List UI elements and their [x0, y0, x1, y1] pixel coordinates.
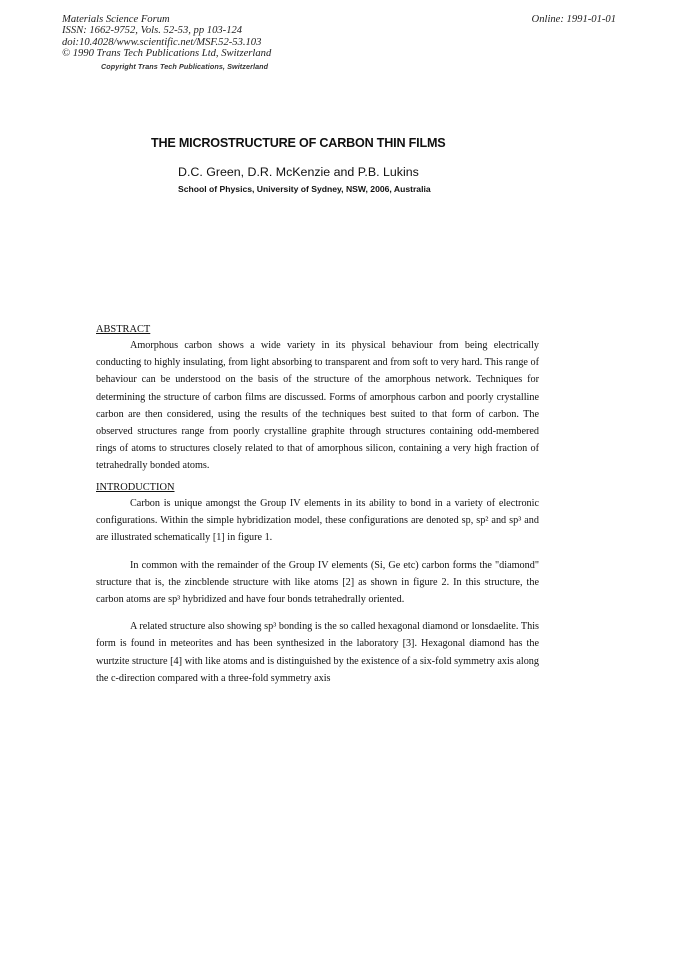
journal-name: Materials Science Forum: [62, 14, 170, 25]
paper-title: THE MICROSTRUCTURE OF CARBON THIN FILMS: [151, 136, 446, 150]
introduction-paragraph-3: A related structure also showing sp³ bonding is the so called hexagonal diamond or lonsdaelite. This form is found in meteorites and has been synthesized in the laboratory [3]. Hexagonal diamond has the wurtzite structure [4] with like atoms and is distinguished by the existence of a six-fold symmetry axis along the c-direction compared with a three-fold symmetry axis: [96, 621, 539, 684]
online-date: Online: 1991-01-01: [531, 14, 616, 25]
doi-line: doi:10.4028/www.scientific.net/MSF.52-53.103: [62, 36, 262, 48]
author-affiliation: School of Physics, University of Sydney, NSW, 2006, Australia: [178, 184, 431, 194]
copyright-stamp: Copyright Trans Tech Publications, Switzerland: [101, 62, 269, 71]
journal-metadata: [62, 14, 271, 60]
abstract-text: Amorphous carbon shows a wide variety in its physical behaviour from being electrically conducting to highly insulating, from light absorbing to transparent and from soft to very hard. This range of behaviour can be understood on the basis of the structure of the amorphous network. Techniques for determining the structure of carbon films are discussed. Forms of amorphous carbon and poorly crystalline carbon are then considered, using the results of the techniques best suited to that form of carbon. The observed structures range from poorly crystalline graphite through structures containing odd-membered rings of atoms to structures closely related to that of amorphous silicon, containing a very high fraction of tetrahedrally bonded atoms.: [96, 340, 539, 472]
introduction-heading: INTRODUCTION: [96, 482, 175, 493]
introduction-section: [96, 481, 539, 697]
issn-line: ISSN: 1662-9752, Vols. 52-53, pp 103-124: [62, 25, 243, 37]
abstract-section: [96, 323, 539, 485]
abstract-heading: ABSTRACT: [96, 324, 151, 335]
publisher-line: © 1990 Trans Tech Publications Ltd, Switzerland: [62, 48, 272, 60]
introduction-paragraph-1: Carbon is unique amongst the Group IV elements in its ability to bond in a variety of electronic configurations. Within the simple hybridization model, these configurations are denoted sp, sp² and sp³ and are illustrated schematically [1] in figure 1.: [96, 498, 539, 544]
introduction-paragraph-2: In common with the remainder of the Group IV elements (Si, Ge etc) carbon forms the "diamond" structure that is, the zincblende structure with like atoms [2] as shown in figure 2. In this structure, the carbon atoms are sp³ hybridized and have four bonds tetrahedrally oriented.: [96, 559, 539, 606]
paper-authors: D.C. Green, D.R. McKenzie and P.B. Lukins: [178, 165, 419, 179]
